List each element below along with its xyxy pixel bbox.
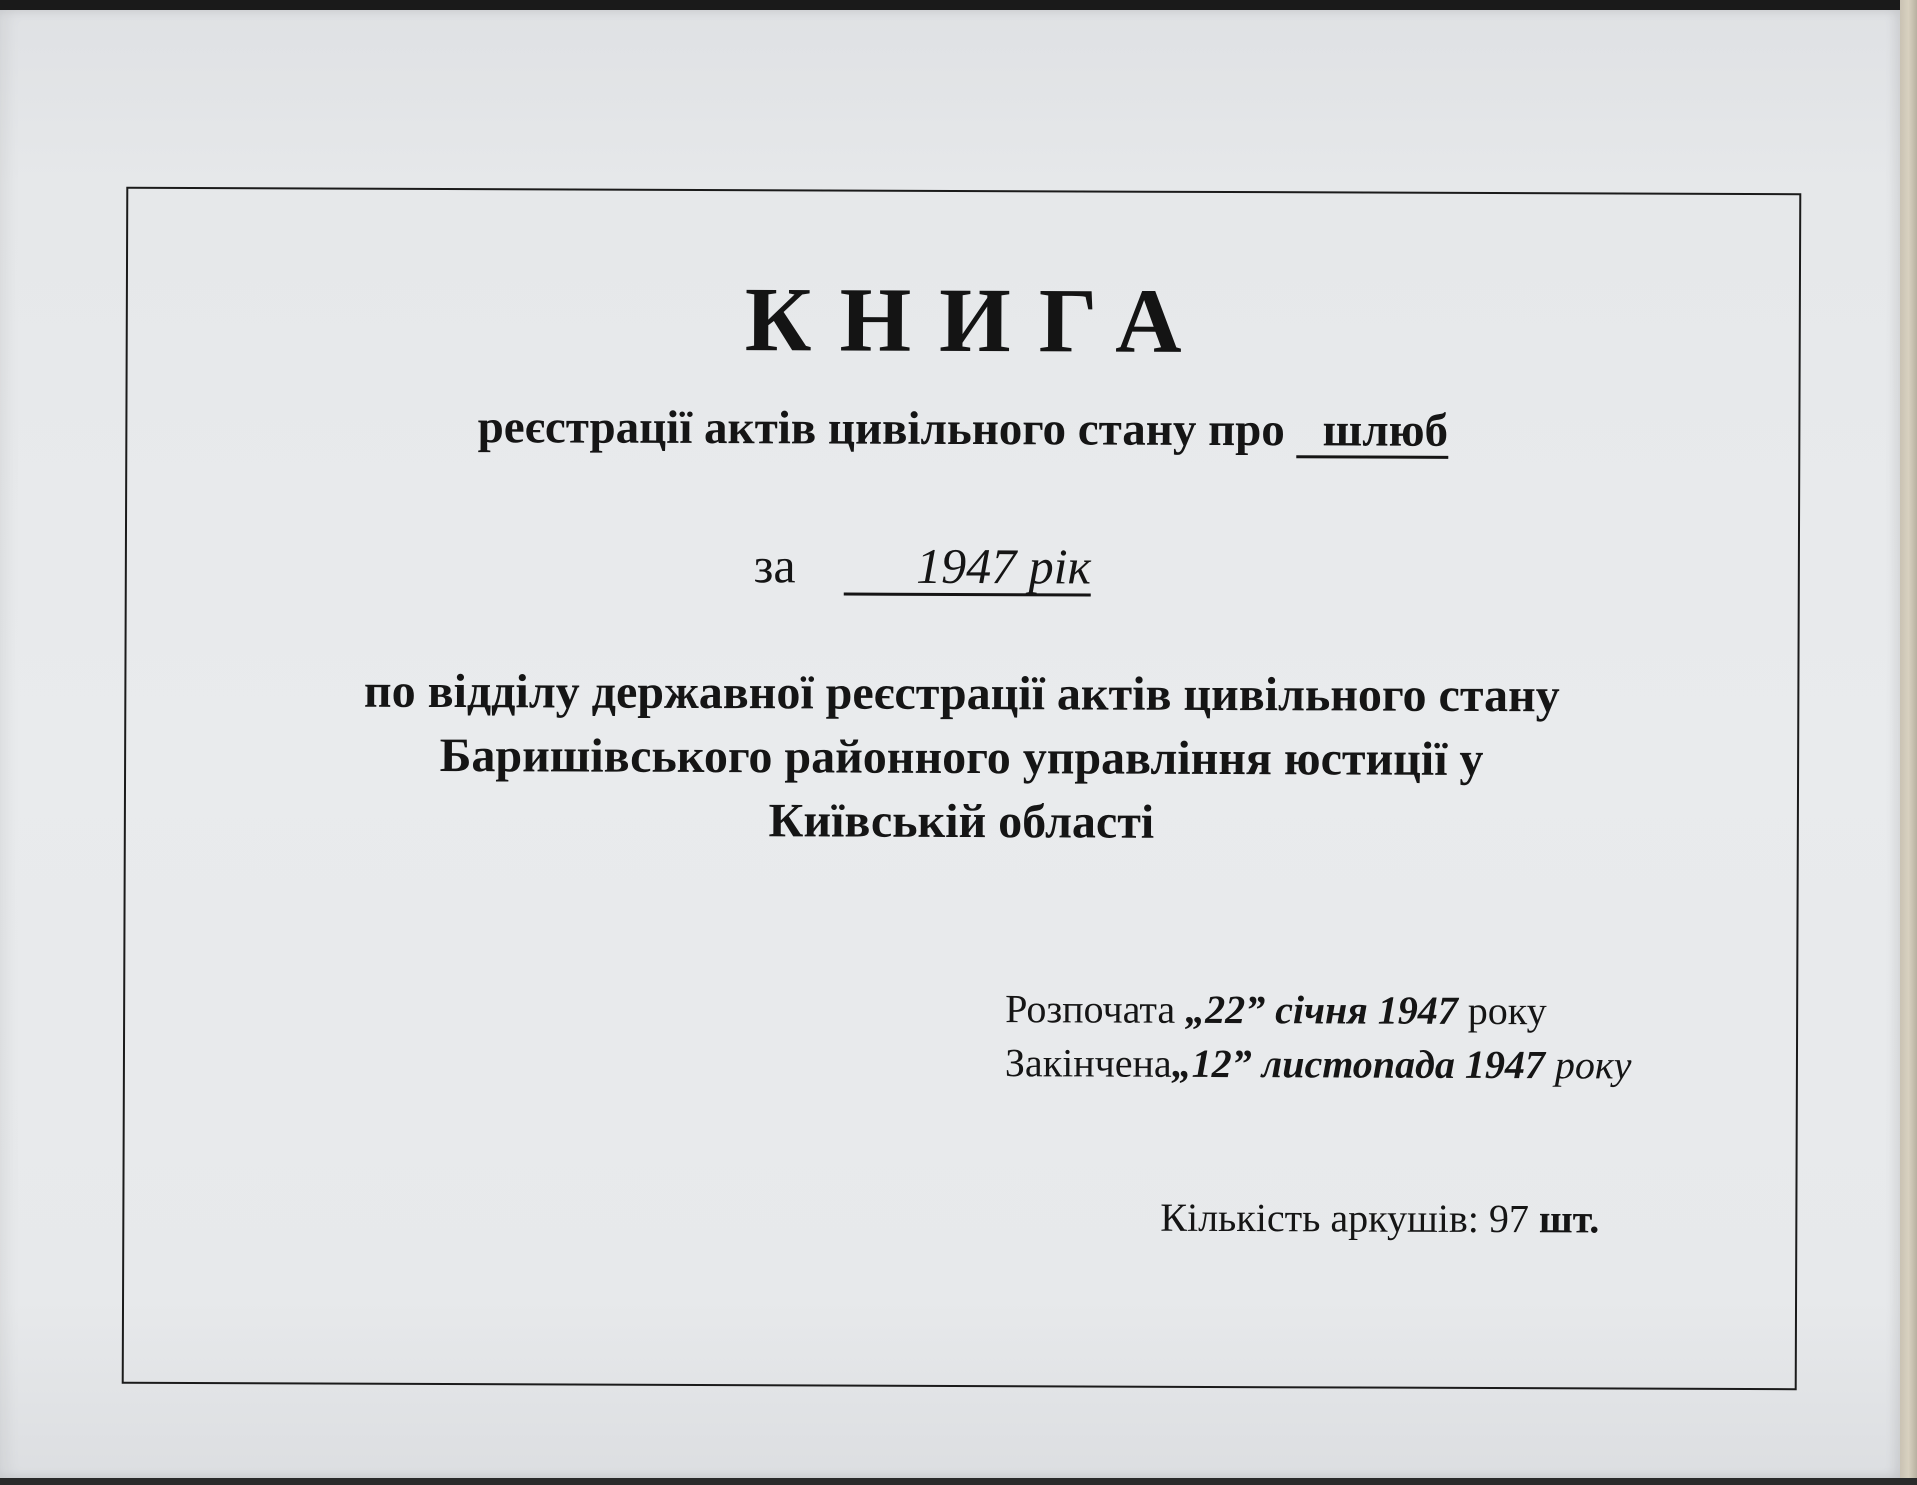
subtitle-line: [127, 399, 1798, 461]
finished-label: Закінчена: [1004, 1040, 1172, 1086]
year-field: 1947 рік: [844, 540, 1091, 596]
document-page: [0, 10, 1900, 1478]
finished-suffix: року: [1554, 1042, 1632, 1088]
department-line-3: Київській області: [768, 794, 1155, 849]
started-label: Розпочата: [1005, 986, 1176, 1032]
started-date-line: [1005, 982, 1632, 1038]
page-border-frame: [122, 187, 1802, 1390]
finished-date-line: [1005, 1036, 1632, 1092]
sheet-count-line: [1160, 1194, 1599, 1243]
department-line-1: по відділу державної реєстрації актів цивільного стану: [363, 664, 1560, 723]
page-edge-right: [1900, 0, 1917, 1485]
department-line-2: Баришівського районного управління юстиції у: [439, 728, 1484, 787]
sheet-count-unit: шт.: [1538, 1196, 1600, 1242]
book-title: КНИГА: [744, 268, 1210, 372]
finished-date-value: „12” листопада 1947: [1171, 1040, 1546, 1088]
page-edge-bottom: [0, 1478, 1917, 1485]
started-date-value: „22” січня 1947: [1185, 986, 1458, 1033]
act-type-field: шлюб: [1296, 406, 1448, 459]
started-suffix: року: [1467, 987, 1547, 1034]
year-line: [87, 534, 1758, 599]
date-range-block: [1005, 982, 1632, 1092]
department-block: [126, 659, 1798, 857]
sheet-count-value: 97: [1488, 1196, 1530, 1242]
subtitle-prefix: реєстрації актів цивільного стану про: [477, 401, 1285, 457]
sheet-count-label: Кількість аркушів:: [1160, 1194, 1480, 1241]
year-prefix: за: [753, 537, 796, 594]
